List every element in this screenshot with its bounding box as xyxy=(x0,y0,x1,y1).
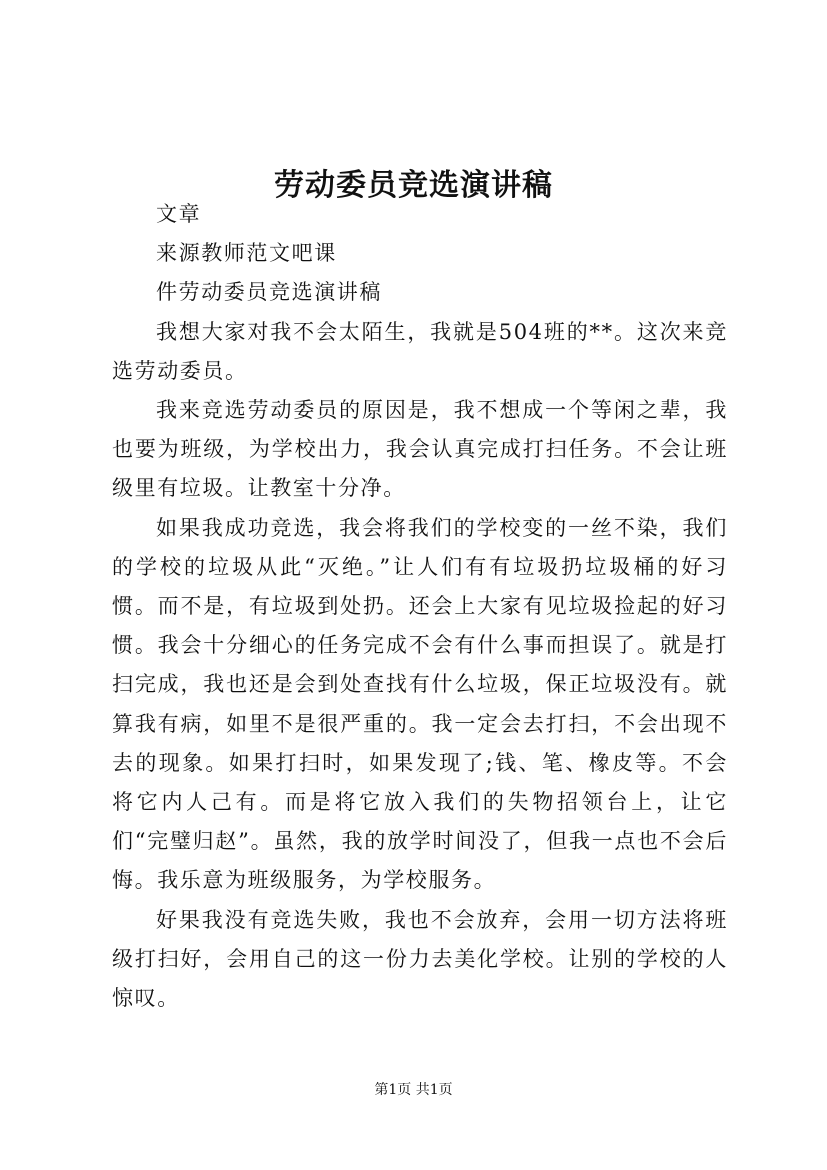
paragraph: 我想大家对我不会太陌生，我就是504班的**。这次来竞选劳动委员。 xyxy=(112,319,728,383)
page-title: 劳动委员竞选演讲稿 xyxy=(274,168,553,204)
paragraph: 如果我成功竞选，我会将我们的学校变的一丝不染，我们的学校的垃圾从此“灭绝。”让人们有有垃圾扔垃圾桶的好习惯。而不是，有垃圾到处扔。还会上大家有见垃圾捡起的好习惯。我会十分细心的任务完成不会有什么事而担误了。就是打扫完成，我也还是会到处查找有什么垃圾，保正垃圾没有。就算我有病，如里不是很严重的。我一定会去打扫，不会出现不去的现象。如果打扫时，如果发现了;钱、笔、橡皮等。不会将它内人己有。而是将它放入我们的失物招领台上，让它们“完璧归赵”。虽然，我的放学时间没了，但我一点也不会后悔。我乐意为班级服务，为学校服务。 xyxy=(112,515,728,893)
paragraph: 来源教师范文吧课 xyxy=(156,241,337,266)
paragraph: 我来竞选劳动委员的原因是，我不想成一个等闲之辈，我也要为班级，为学校出力，我会认真完成打扫任务。不会让班级里有垃圾。让教室十分净。 xyxy=(112,398,728,501)
paragraph: 文章 xyxy=(156,202,202,226)
paragraph: 好果我没有竞选失败，我也不会放弃，会用一切方法将班级打扫好，会用自己的这一份力去美化学校。让别的学校的人惊叹。 xyxy=(112,907,728,1011)
document-body xyxy=(112,195,728,1018)
paragraph: 件劳动委员竞选演讲稿 xyxy=(156,280,382,305)
page-footer: 第1页 共1页 xyxy=(374,1082,453,1098)
